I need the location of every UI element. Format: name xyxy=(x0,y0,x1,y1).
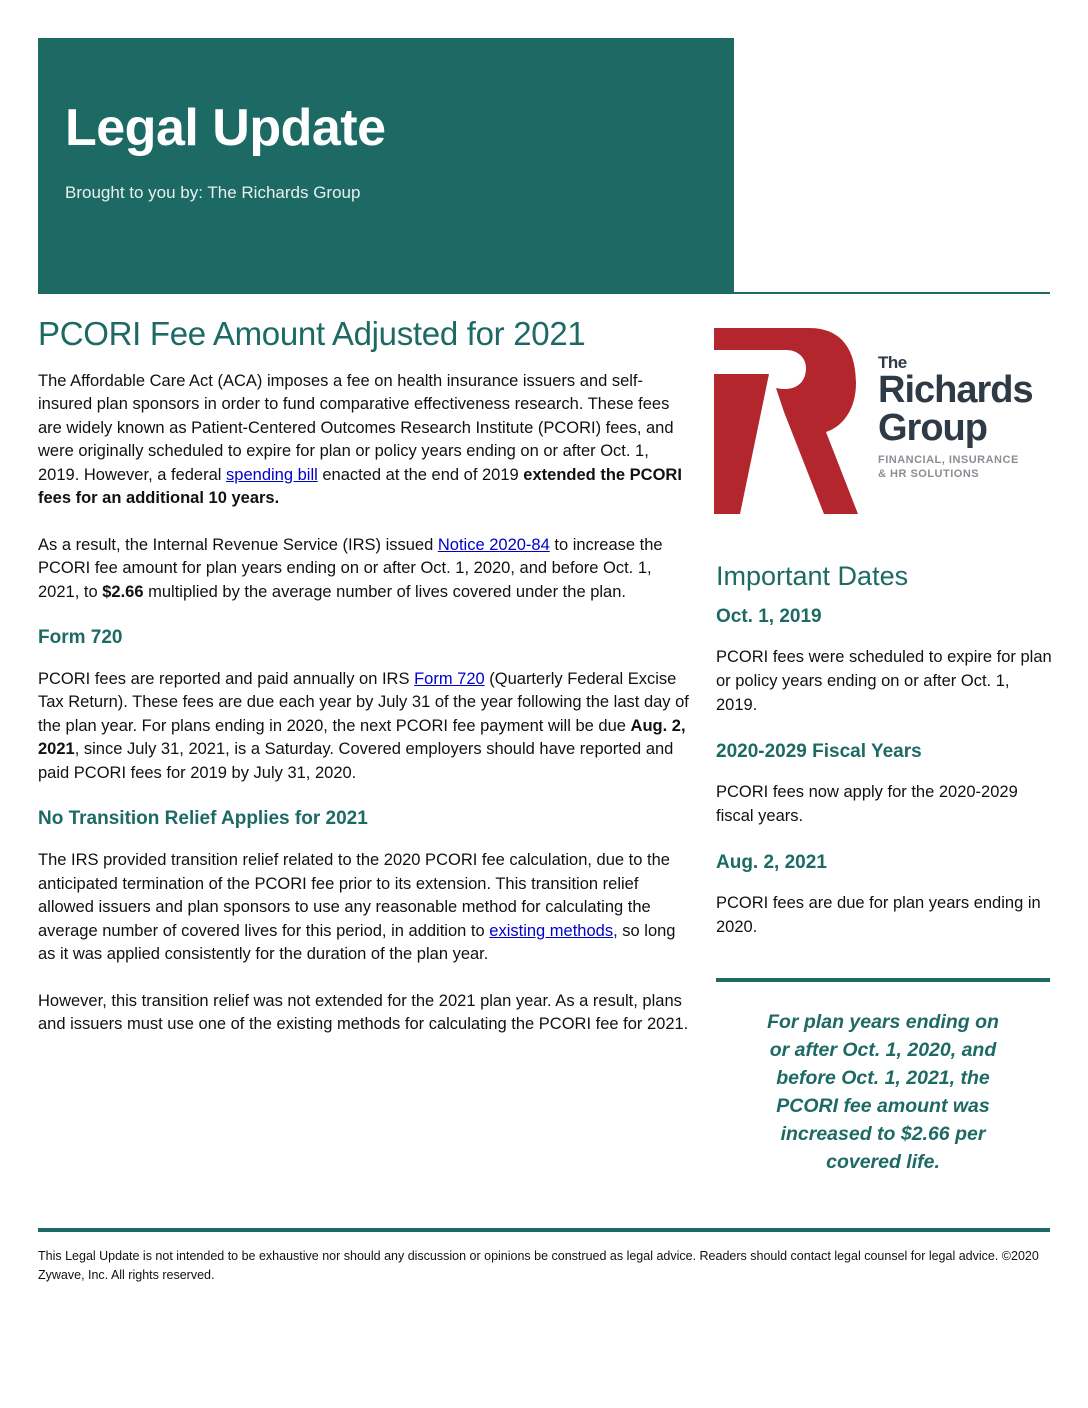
date-heading: Oct. 1, 2019 xyxy=(716,606,822,628)
date-item xyxy=(716,606,1052,717)
spending-bill-link[interactable]: spending bill xyxy=(226,465,318,484)
callout-quote: For plan years ending on or after Oct. 1, 2020, and before Oct. 1, 2021, the PCORI fee amount was increased to $2.66 per covered life. xyxy=(767,1011,999,1173)
date-heading: Aug. 2, 2021 xyxy=(716,851,827,873)
article-title: PCORI Fee Amount Adjusted for 2021 xyxy=(38,315,586,352)
form-720-link[interactable]: Form 720 xyxy=(414,669,485,688)
existing-methods-link[interactable]: existing methods xyxy=(489,921,614,940)
intro-paragraph xyxy=(38,370,690,511)
form-720-heading: Form 720 xyxy=(38,627,123,649)
logo-line2: Group xyxy=(878,407,987,449)
sidebar-divider xyxy=(716,978,1050,982)
date-body: PCORI fees are due for plan years ending in 2020. xyxy=(716,893,1041,936)
richards-group-logo xyxy=(714,328,1054,518)
header-divider xyxy=(734,292,1050,294)
date-heading: 2020-2029 Fiscal Years xyxy=(716,741,922,763)
logo-tagline-2: & HR SOLUTIONS xyxy=(878,468,980,480)
form-720-text-mid: (Quarterly Federal Excise Tax Return). These fees are due each year by July 31 of the year following the last day of the plan year. For plans ending in 2020, the next PCORI fee payment will be due xyxy=(38,669,689,735)
relief-paragraph-2: However, this transition relief was not extended for the 2021 plan year. As a result, plans and issuers must use one of the existing methods for calculating the PCORI fee for 2021. xyxy=(38,991,689,1034)
relief-paragraph-1 xyxy=(38,849,690,967)
date-body: PCORI fees were scheduled to expire for plan or policy years ending on or after Oct. 1, 2019. xyxy=(716,648,1052,715)
notice-text-after: multiplied by the average number of lives covered under the plan. xyxy=(143,582,626,601)
logo-wordmark xyxy=(878,354,1033,481)
date-body: PCORI fees now apply for the 2020-2029 fiscal years. xyxy=(716,782,1018,825)
logo-tagline-1: FINANCIAL, INSURANCE xyxy=(878,454,1019,466)
notice-text-mid: to increase the PCORI fee amount for plan years ending on or after Oct. 1, 2020, and before Oct. 1, 2021, to xyxy=(38,535,663,601)
relief-text: The IRS provided transition relief related to the 2020 PCORI fee calculation, due to the anticipated termination of the PCORI fee prior to its extension. This transition relief allowed issuers and plan sponsors to use any reasonable method for calculating the average number of covered lives for this period, in addition to xyxy=(38,851,670,940)
footer-divider xyxy=(38,1228,1050,1232)
important-dates-sidebar xyxy=(716,560,1052,963)
logo-line1: Richards xyxy=(878,369,1033,411)
due-date: Aug. 2, 2021 xyxy=(38,716,686,759)
relief-text-after: , so long as it was applied consistently for the duration of the plan year. xyxy=(38,921,676,964)
notice-2020-84-link[interactable]: Notice 2020-84 xyxy=(437,535,550,554)
form-720-text: PCORI fees are reported and paid annually on IRS xyxy=(38,669,415,688)
document-title: Legal Update xyxy=(65,99,386,157)
r-logo-icon xyxy=(714,328,864,518)
sidebar-title: Important Dates xyxy=(716,561,909,591)
header-banner xyxy=(38,38,734,294)
document-subtitle: Brought to you by: The Richards Group xyxy=(65,183,361,202)
intro-text: The Affordable Care Act (ACA) imposes a fee on health insurance issuers and self-insured plan sponsors in order to fund comparative effectiveness research. These fees are widely known as Patient-Centered Outcomes Research Institute (PCORI) fees, and were originally scheduled to expire for plan or policy years ending on or after Oct. 1, 2019. However, a federal xyxy=(38,371,674,484)
form-720-paragraph xyxy=(38,668,690,786)
intro-text-after: enacted at the end of 2019 xyxy=(317,465,524,484)
form-720-text-after: , since July 31, 2021, is a Saturday. Covered employers should have reported and paid PCORI fees for 2019 by July 31, 2020. xyxy=(38,740,674,782)
footer-disclaimer: This Legal Update is not intended to be exhaustive nor should any discussion or opinions be construed as legal advice. Readers should contact legal counsel for legal advice. ©2020 Zywave, Inc. All rights reserved. xyxy=(38,1249,1039,1282)
intro-bold: extended the PCORI fees for an additional 10 years. xyxy=(38,465,682,508)
logo-the: The xyxy=(878,353,907,372)
date-item xyxy=(716,741,1052,828)
notice-paragraph xyxy=(38,534,690,605)
transition-relief-heading: No Transition Relief Applies for 2021 xyxy=(38,808,368,830)
date-item xyxy=(716,852,1052,939)
notice-text: As a result, the Internal Revenue Service (IRS) issued xyxy=(38,535,438,554)
fee-amount: $2.66 xyxy=(102,582,144,601)
article xyxy=(38,310,690,1060)
